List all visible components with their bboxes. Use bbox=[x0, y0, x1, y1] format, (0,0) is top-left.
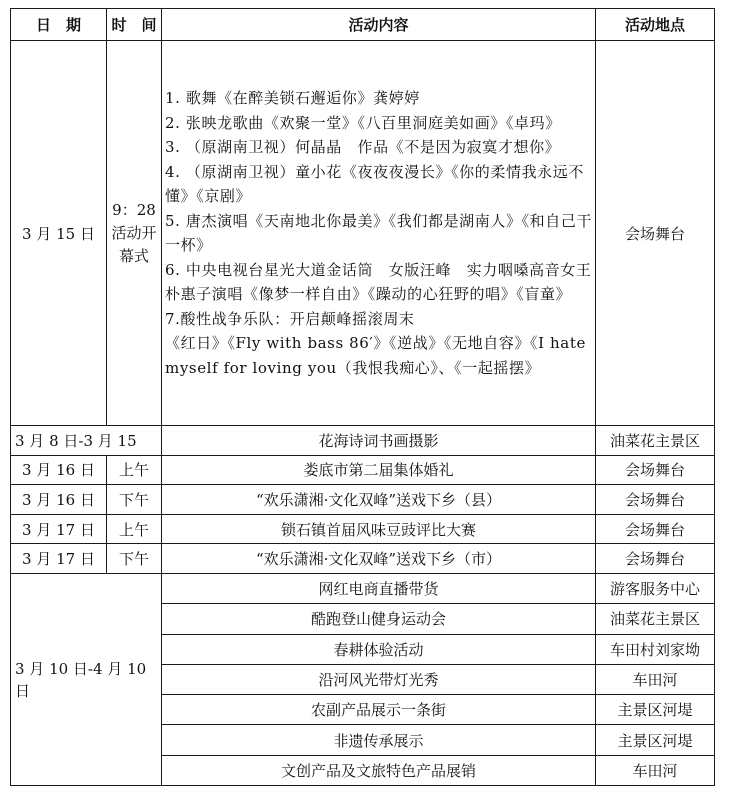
schedule-table-wrapper bbox=[10, 8, 714, 786]
row-content: 春耕体验活动 bbox=[162, 634, 596, 664]
opening-row bbox=[11, 41, 715, 426]
row-time: 下午 bbox=[107, 485, 162, 515]
table-row bbox=[11, 544, 715, 574]
table-row bbox=[11, 426, 715, 456]
header-row bbox=[11, 9, 715, 41]
row-location: 主景区河堤 bbox=[596, 695, 715, 725]
row-content: 花海诗词书画摄影 bbox=[162, 426, 596, 456]
long-period-date: 3 月 10 日-4 月 10 日 bbox=[11, 573, 162, 785]
program-item: 2. 张映龙歌曲《欢聚一堂》《八百里洞庭美如画》《卓玛》 bbox=[165, 113, 561, 132]
row-location: 游客服务中心 bbox=[596, 573, 715, 603]
row-content: 娄底市第二届集体婚礼 bbox=[162, 455, 596, 485]
row-location: 车田河 bbox=[596, 664, 715, 694]
row-time: 上午 bbox=[107, 455, 162, 485]
row-content: 文创产品及文旅特色产品展销 bbox=[162, 755, 596, 785]
table-row bbox=[11, 514, 715, 544]
opening-location: 会场舞台 bbox=[596, 41, 715, 426]
program-item: 3. （原湖南卫视）何晶晶 作品《不是因为寂寞才想你》 bbox=[165, 138, 561, 156]
row-location: 会场舞台 bbox=[596, 455, 715, 485]
row-location: 油菜花主景区 bbox=[596, 604, 715, 634]
opening-program bbox=[162, 41, 608, 426]
row-content: “欢乐潇湘·文化双峰”送戏下乡（市） bbox=[162, 544, 596, 574]
row-location: 会场舞台 bbox=[596, 514, 715, 544]
opening-time: 9：28 活动开幕式 bbox=[107, 41, 162, 426]
row-date: 3 月 8 日-3 月 15 bbox=[11, 426, 162, 456]
header-time: 时 间 bbox=[107, 9, 162, 41]
program-item: 4. （原湖南卫视）童小花《夜夜夜漫长》《你的柔情我永远不懂》《京剧》 bbox=[165, 162, 584, 205]
row-date: 3 月 17 日 bbox=[11, 544, 107, 574]
row-location: 会场舞台 bbox=[596, 544, 715, 574]
row-content: 非遗传承展示 bbox=[162, 725, 596, 755]
row-time: 下午 bbox=[107, 544, 162, 574]
opening-date: 3 月 15 日 bbox=[11, 41, 107, 426]
row-location: 主景区河堤 bbox=[596, 725, 715, 755]
row-content: 锁石镇首届风味豆豉评比大赛 bbox=[162, 514, 596, 544]
row-content: 沿河风光带灯光秀 bbox=[162, 664, 596, 694]
row-content: 农副产品展示一条街 bbox=[162, 695, 596, 725]
table-row bbox=[11, 485, 715, 515]
table-row bbox=[11, 573, 715, 603]
row-content: “欢乐潇湘·文化双峰”送戏下乡（县） bbox=[162, 485, 596, 515]
row-date: 3 月 16 日 bbox=[11, 485, 107, 515]
program-item: 《红日》《Fly with bass 86′》《逆战》《无地自容》《I hate myself for loving you（我恨我痴心》、《一起摇摆》 bbox=[165, 334, 586, 377]
row-time: 上午 bbox=[107, 514, 162, 544]
program-item: 1. 歌舞《在醉美锁石邂逅你》龚婷婷 bbox=[165, 89, 420, 107]
row-location: 车田村刘家坳 bbox=[596, 634, 715, 664]
header-content: 活动内容 bbox=[162, 9, 596, 41]
row-content: 网红电商直播带货 bbox=[162, 573, 596, 603]
program-item: 7.酸性战争乐队：开启颠峰摇滚周末 bbox=[165, 309, 415, 328]
header-location: 活动地点 bbox=[596, 9, 715, 41]
schedule-table bbox=[10, 8, 715, 786]
table-row bbox=[11, 455, 715, 485]
program-item: 5. 唐杰演唱《天南地北你最美》《我们都是湖南人》《和自己干一杯》 bbox=[165, 211, 593, 254]
header-date: 日 期 bbox=[11, 9, 107, 41]
row-location: 车田河 bbox=[596, 755, 715, 785]
row-location: 油菜花主景区 bbox=[596, 426, 715, 456]
program-item: 6. 中央电视台星光大道金话筒 女版汪峰 实力咽嗓高音女王 朴惠子演唱《像梦一样自由》《躁动的心狂野的唱》《盲童》 bbox=[165, 260, 608, 303]
row-location: 会场舞台 bbox=[596, 485, 715, 515]
row-date: 3 月 17 日 bbox=[11, 514, 107, 544]
row-content: 酷跑登山健身运动会 bbox=[162, 604, 596, 634]
row-date: 3 月 16 日 bbox=[11, 455, 107, 485]
